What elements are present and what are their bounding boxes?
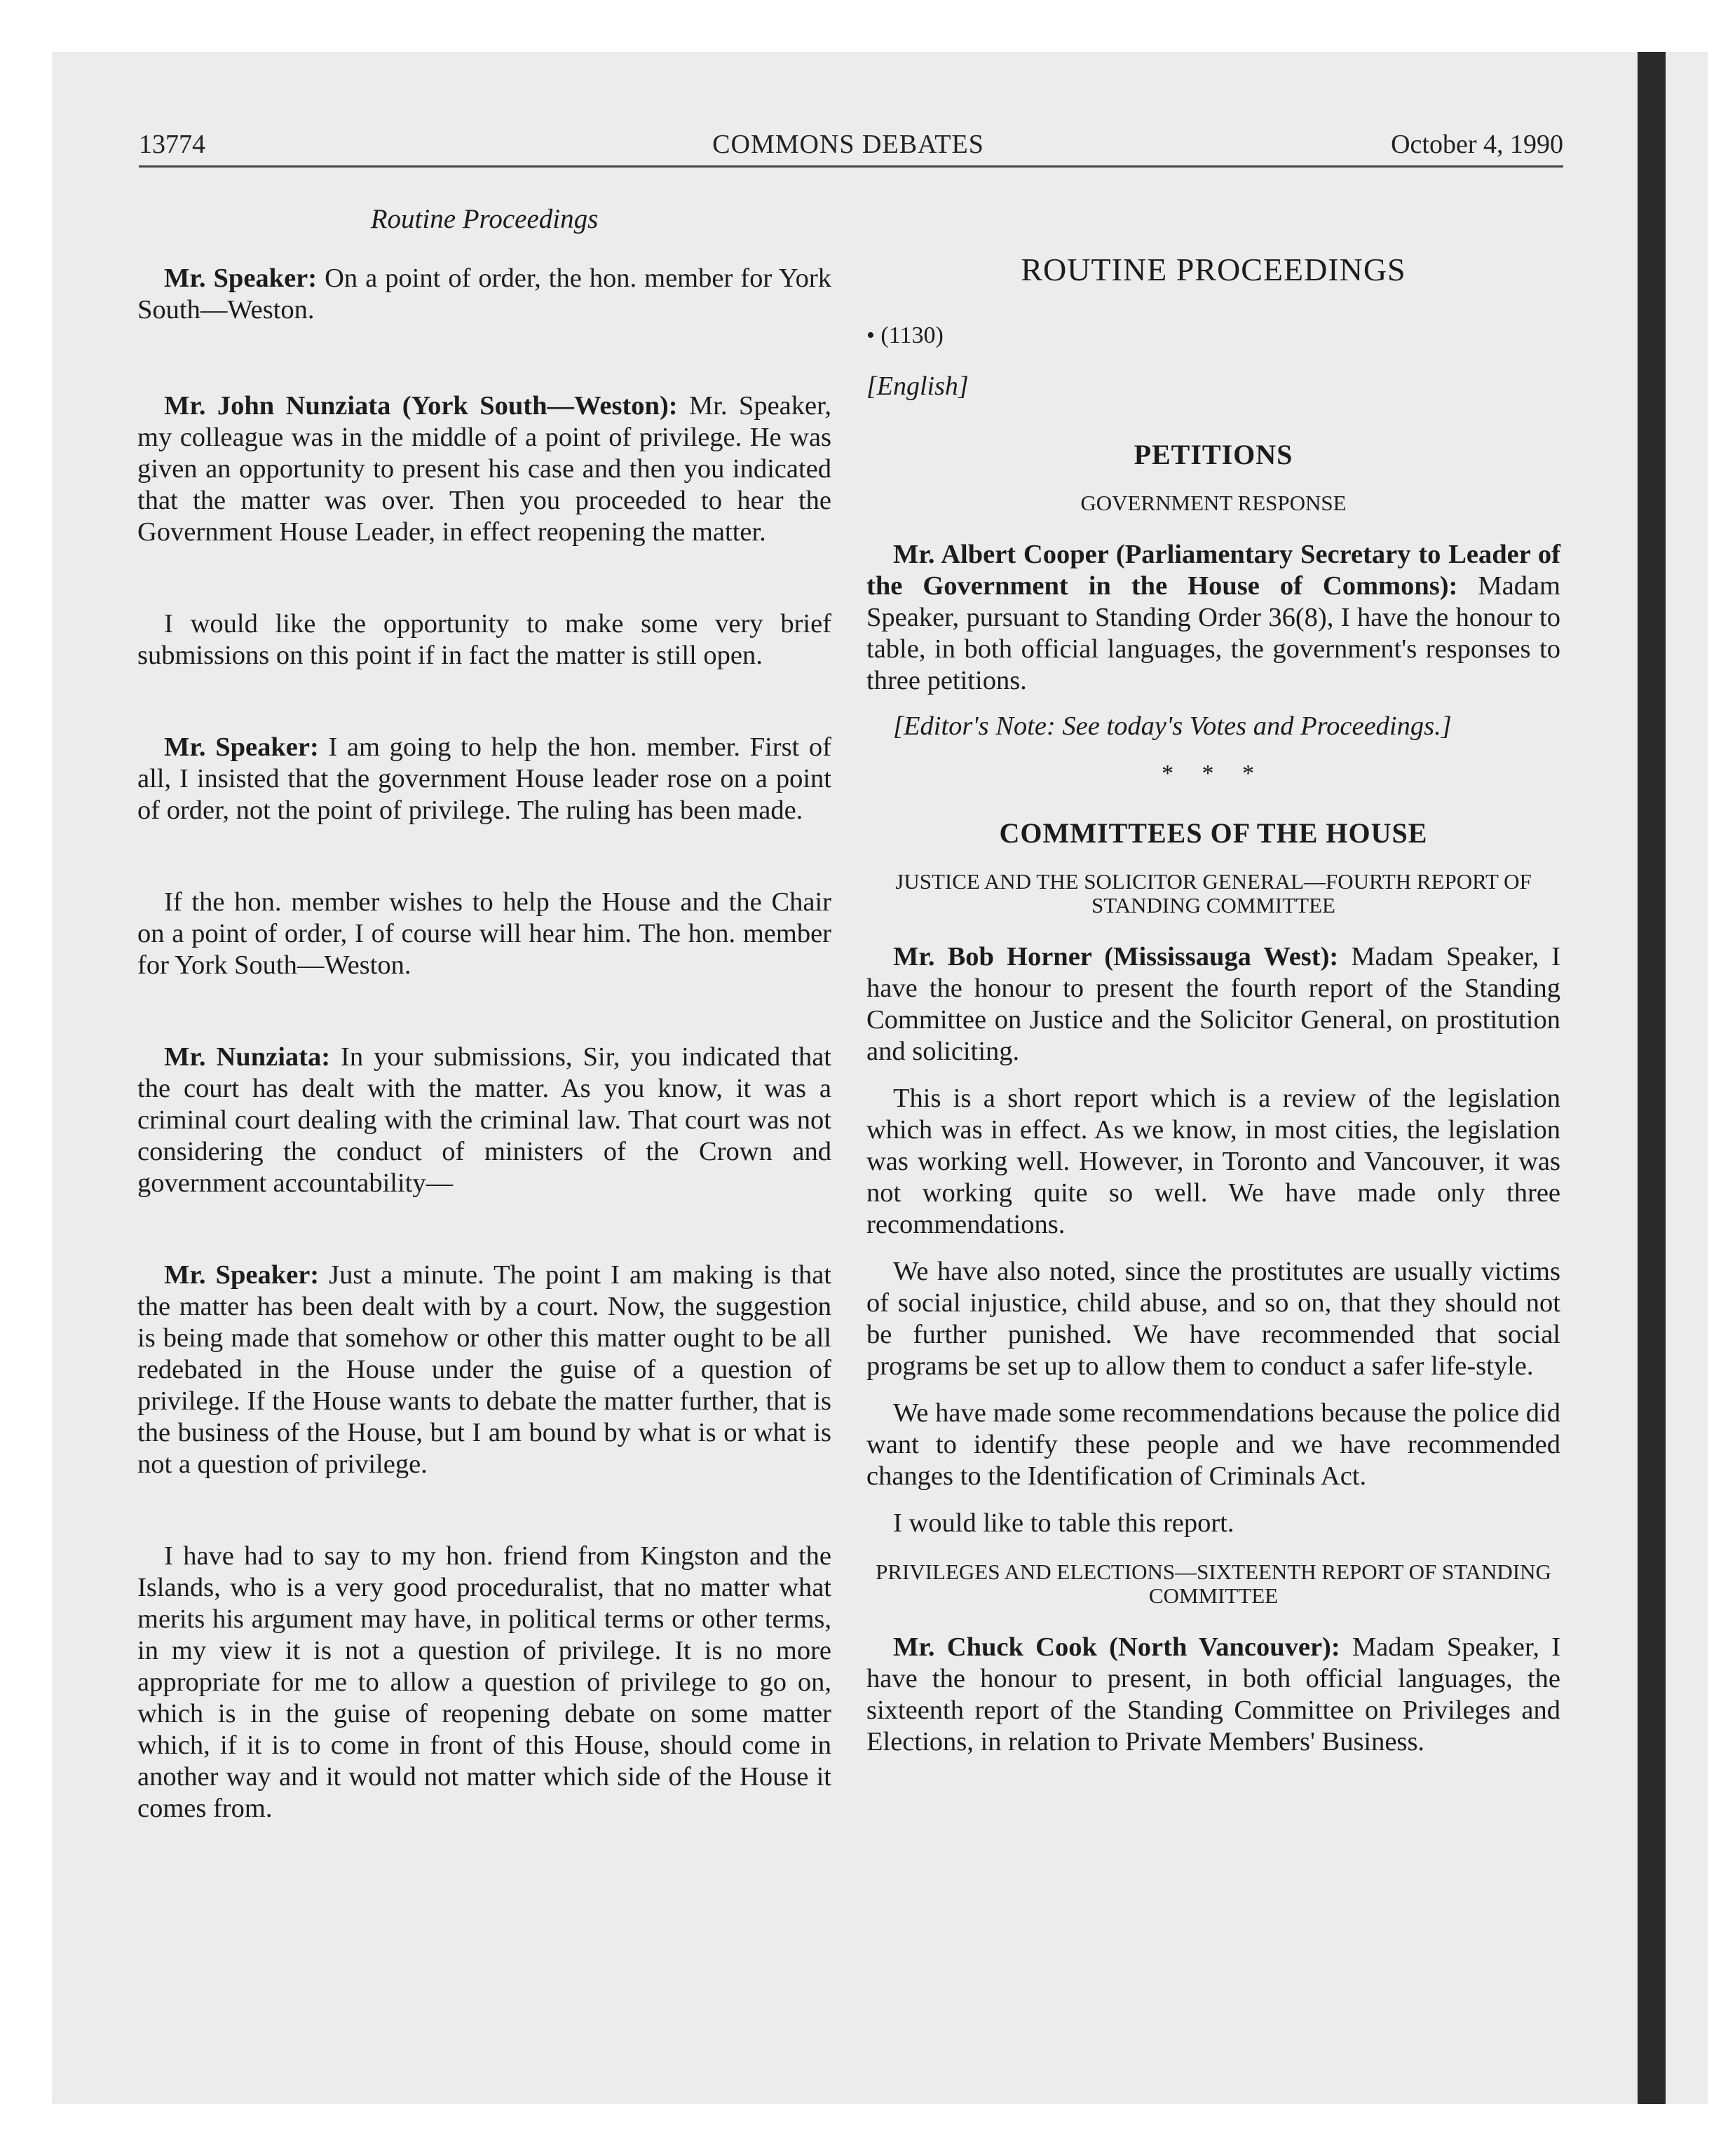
paragraph bbox=[137, 1260, 831, 1480]
language-tag: [English] bbox=[866, 371, 969, 401]
paragraph bbox=[866, 941, 1560, 1067]
paragraph: I would like to table this report. bbox=[893, 1508, 1234, 1538]
paragraph bbox=[866, 539, 1560, 697]
paragraph-text: On a point of order, the hon. member for York South—Weston. bbox=[137, 264, 832, 325]
paragraph-text: In your submissions, Sir, you indicated that the court has dealt with the matter. As you know, it was a criminal court dealing with the criminal law. That court was not considering the conduct of ministers of the Crown and government accountability— bbox=[137, 1042, 832, 1198]
paragraph-text: If the hon. member wishes to help the House and the Chair on a point of order, I of course will hear him. The hon. member for York South—Weston. bbox=[137, 887, 831, 980]
paragraph-text: Madam Speaker, I have the honour to present, in both official languages, the sixteenth report of the Standing Committee on Privileges and Elections, in relation to Private Members' Business. bbox=[866, 1632, 1561, 1756]
left-column bbox=[137, 203, 831, 1824]
editors-note: [Editor's Note: See today's Votes and Proceedings.] bbox=[893, 711, 1452, 741]
paragraph-text: I am going to help the hon. member. First of all, I insisted that the government House leader rose on a point of order, not the point of privilege. The ruling has been made. bbox=[137, 732, 831, 825]
speaker-name: Mr. Nunziata: bbox=[164, 1042, 331, 1072]
paragraph-text: Madam Speaker, I have the honour to present the fourth report of the Standing Committee on Justice and the Solicitor General, on prostitution and soliciting. bbox=[866, 942, 1561, 1066]
section-title: ROUTINE PROCEEDINGS bbox=[1021, 252, 1406, 287]
separator: * * * bbox=[1162, 760, 1265, 786]
paragraph-text: I have had to say to my hon. friend from Kingston and the Islands, who is a very good proceduralist, that no matter what merits his argument may have, in political terms or other terms, in my view it is not a question of privilege. It is no more appropriate for me to allow a question of privilege to go on, which is in the guise of reopening debate on some matter which, if it is to come in front of this House, should come in another way and it would not matter which side of the House it comes from. bbox=[137, 1541, 831, 1823]
speaker-name: Mr. John Nunziata (York South—Weston): bbox=[164, 391, 678, 421]
page-number: 13774 bbox=[139, 130, 205, 159]
committee-rubric: JUSTICE AND THE SOLICITOR GENERAL—FOURTH REPORT OF STANDING COMMITTEE bbox=[895, 869, 1532, 917]
paragraph bbox=[137, 887, 831, 981]
paragraph-text: Mr. Speaker, my colleague was in the middle of a point of privilege. He was given an opportunity to present his case and then you indicated that the matter was over. Then you proceeded to hear the Government House Leader, in effect reopening the matter. bbox=[137, 391, 832, 547]
speaker-name: Mr. Albert Cooper (Parliamentary Secretary to Leader of the Government in the House of Commons): bbox=[866, 540, 1560, 601]
petitions-heading: PETITIONS bbox=[1134, 439, 1293, 470]
speaker-name: Mr. Bob Horner (Mississauga West): bbox=[893, 942, 1339, 971]
paragraph bbox=[137, 263, 831, 326]
paragraph bbox=[137, 1042, 831, 1199]
paragraph-text: Just a minute. The point I am making is that the matter has been dealt with by a court. Now, the suggestion is being made that somehow or other this matter ought to be all redebated in the House under the guise of a question of privilege. If the House wants to debate the matter further, that is the business of the House, but I am bound by what is or what is not a question of privilege. bbox=[137, 1260, 832, 1479]
journal-title: COMMONS DEBATES bbox=[712, 130, 984, 159]
paragraph bbox=[137, 732, 831, 826]
header-rule bbox=[139, 165, 1563, 168]
paragraph: We have also noted, since the prostitutes are usually victims of social injustice, child abuse, and so on, that they should not be further punished. We have recommended that social programs be set up to allow them to conduct a safer life-style. bbox=[866, 1257, 1560, 1381]
paragraph: We have made some recommendations because the police did want to identify these people and we have recommended changes to the Identification of Criminals Act. bbox=[866, 1398, 1560, 1491]
committees-heading: COMMITTEES OF THE HOUSE bbox=[999, 817, 1428, 849]
paragraph: This is a short report which is a review of the legislation which was in effect. As we know, in most cities, the legislation was working well. However, in Toronto and Vancouver, it was not working quite so well. We have made only three recommendations. bbox=[866, 1084, 1560, 1239]
header-date: October 4, 1990 bbox=[1391, 130, 1563, 159]
paragraph bbox=[137, 1541, 831, 1824]
speaker-name: Mr. Chuck Cook (North Vancouver): bbox=[893, 1632, 1340, 1662]
time-marker: • (1130) bbox=[866, 322, 944, 348]
speaker-name: Mr. Speaker: bbox=[164, 264, 318, 293]
paragraph bbox=[137, 608, 831, 671]
running-head: Routine Proceedings bbox=[370, 204, 599, 234]
petitions-rubric: GOVERNMENT RESPONSE bbox=[1080, 491, 1347, 515]
speaker-name: Mr. Speaker: bbox=[164, 732, 319, 762]
paragraph bbox=[866, 1632, 1560, 1758]
paragraph-text: Madam Speaker, pursuant to Standing Order 36(8), I have the honour to table, in both official languages, the government's responses to three petitions. bbox=[866, 571, 1560, 695]
paragraph bbox=[137, 390, 831, 548]
paragraph-text: I would like the opportunity to make some very brief submissions on this point if in fact the matter is still open. bbox=[137, 609, 831, 670]
speaker-name: Mr. Speaker: bbox=[164, 1260, 320, 1290]
right-column bbox=[866, 203, 1560, 1758]
binding-edge bbox=[1638, 52, 1666, 2104]
committee-rubric: PRIVILEGES AND ELECTIONS—SIXTEENTH REPORT OF STANDING COMMITTEE bbox=[876, 1560, 1551, 1608]
